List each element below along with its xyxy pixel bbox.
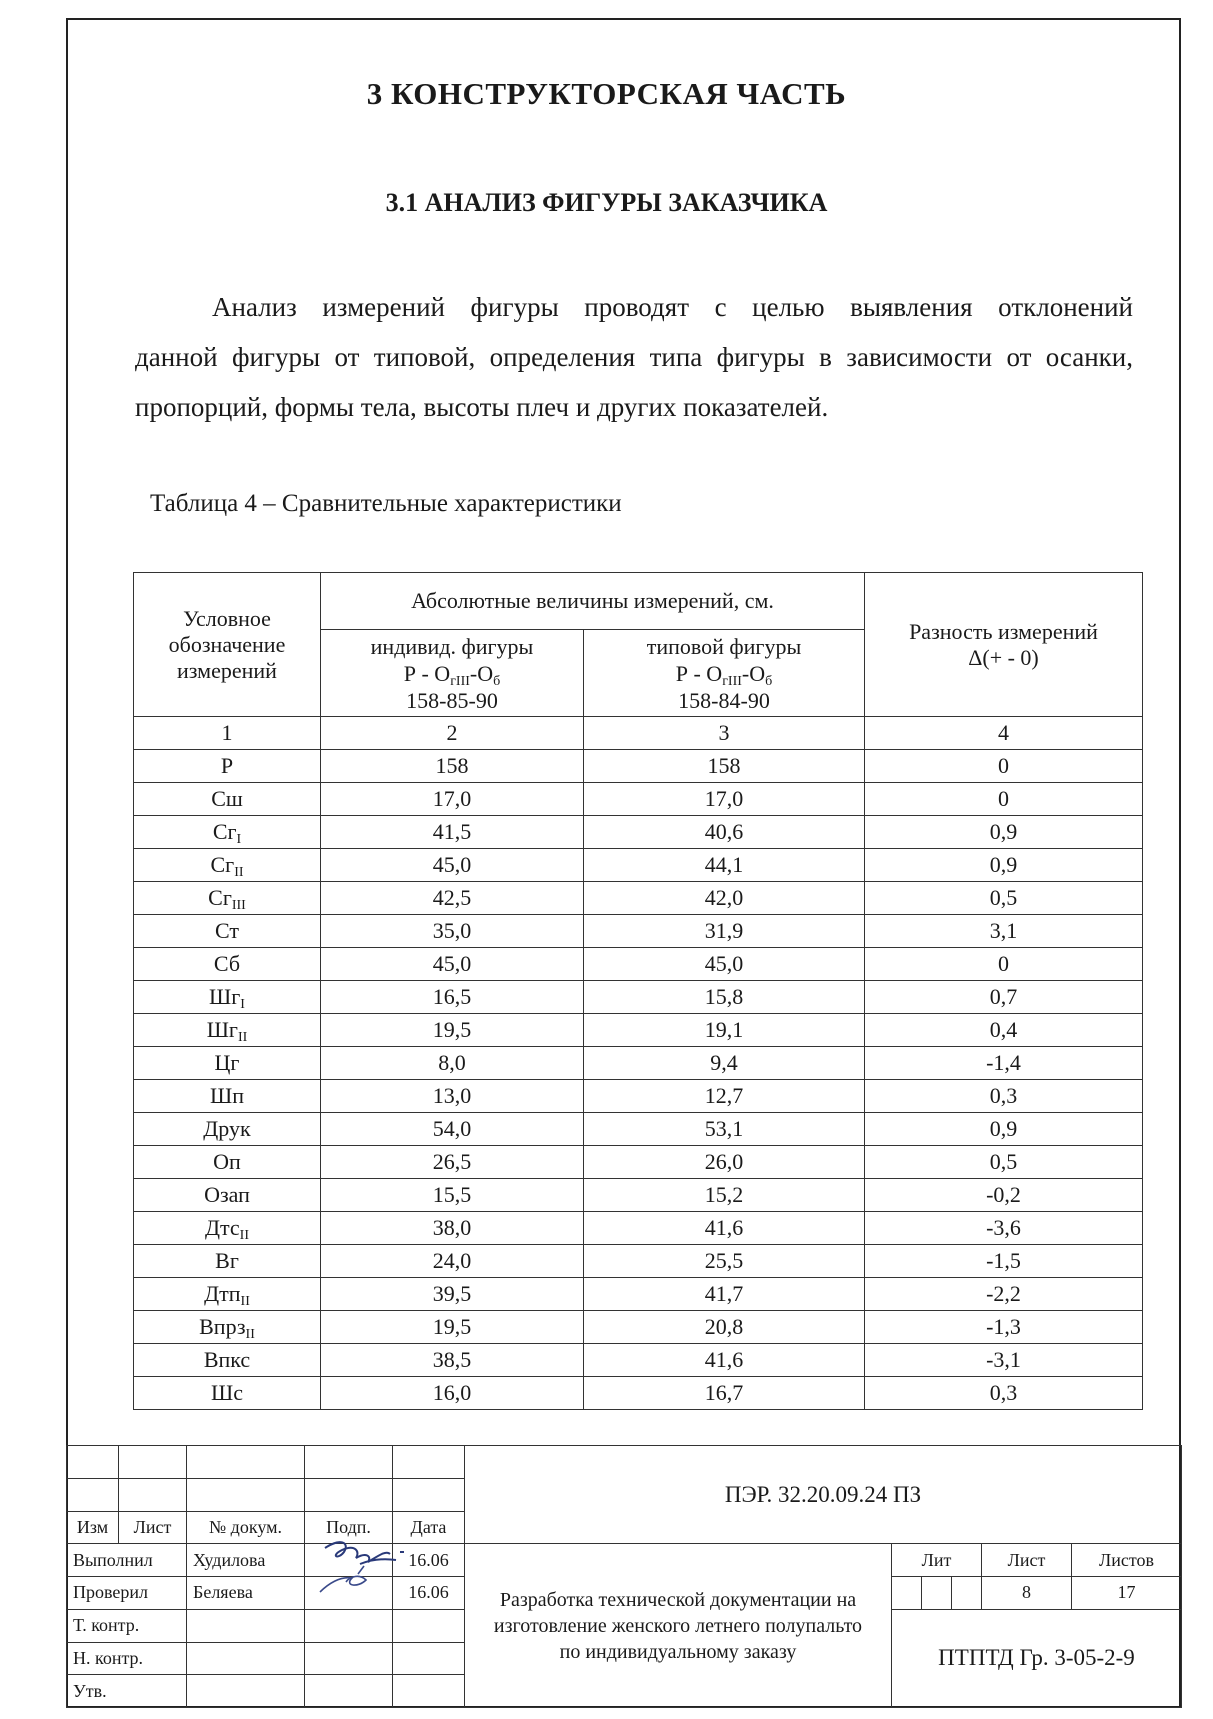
measurement-name: Шс — [134, 1377, 321, 1410]
table-row — [134, 1014, 1143, 1047]
measurement-name: $Сг_I$ — [134, 816, 321, 849]
measurement-name: Сб — [134, 948, 321, 981]
value-typ: 44,1 — [584, 849, 865, 882]
value-ind: 41,5 — [321, 816, 584, 849]
table-row — [134, 1047, 1143, 1080]
value-ind: 158 — [321, 750, 584, 783]
measurement-name: $Шг_I$ — [134, 981, 321, 1014]
value-diff: 0,3 — [865, 1377, 1143, 1410]
measurement-name: $Сг_{II}$ — [134, 849, 321, 882]
date-checked: 16.06 — [393, 1577, 465, 1610]
col-izm-label: Изм — [67, 1511, 119, 1544]
value-ind: 16,5 — [321, 981, 584, 1014]
table-row — [134, 981, 1143, 1014]
value-diff: 0 — [865, 750, 1143, 783]
checker-signature — [305, 1577, 393, 1610]
value-diff: 0,3 — [865, 1080, 1143, 1113]
measurement-name: Шп — [134, 1080, 321, 1113]
table-row — [134, 1113, 1143, 1146]
value-diff: 3,1 — [865, 915, 1143, 948]
table-row — [134, 750, 1143, 783]
measurement-name: Вг — [134, 1245, 321, 1278]
value-ind: 45,0 — [321, 849, 584, 882]
numbering-row — [134, 717, 1143, 750]
measurement-name: Ст — [134, 915, 321, 948]
table-row — [134, 915, 1143, 948]
value-diff: 0,9 — [865, 849, 1143, 882]
table-caption: Таблица 4 – Сравнительные характеристики — [150, 490, 622, 517]
value-typ: 16,7 — [584, 1377, 865, 1410]
value-diff: 0,9 — [865, 1113, 1143, 1146]
col2-header-formula: Р - $О_{гIII}-О_б$ — [403, 660, 501, 689]
table-row — [134, 1212, 1143, 1245]
value-diff: -1,3 — [865, 1311, 1143, 1344]
col4-header-line1: Разность измерений — [909, 618, 1098, 644]
role-performed: Выполнил — [67, 1544, 187, 1577]
measurement-name: Дтс$_{II}$ — [134, 1212, 321, 1245]
value-typ: 26,0 — [584, 1146, 865, 1179]
role-tcontrol: Т. контр. — [67, 1609, 187, 1642]
value-diff: -2,2 — [865, 1278, 1143, 1311]
measurement-name: Оп — [134, 1146, 321, 1179]
role-ncontrol: Н. контр. — [67, 1642, 187, 1675]
table-row — [134, 783, 1143, 816]
value-ind: 39,5 — [321, 1278, 584, 1311]
value-ind: 54,0 — [321, 1113, 584, 1146]
value-diff: -3,6 — [865, 1212, 1143, 1245]
measurement-name: Впрз$_{II}$ — [134, 1311, 321, 1344]
measurement-name: Дтп$_{II}$ — [134, 1278, 321, 1311]
number-cell: 2 — [321, 717, 584, 750]
value-diff: 0,7 — [865, 981, 1143, 1014]
paragraph-rest: данной фигуры от типовой, определения типа фигуры в зависимости от осанки, пропорций, формы тела, высоты плеч и других показателей. — [135, 342, 1133, 422]
value-ind: 45,0 — [321, 948, 584, 981]
sheets-count: 17 — [1072, 1577, 1182, 1610]
number-cell: 1 — [134, 717, 321, 750]
number-cell: 3 — [584, 717, 865, 750]
value-diff: 0,5 — [865, 882, 1143, 915]
value-ind: 19,5 — [321, 1311, 584, 1344]
value-ind: 17,0 — [321, 783, 584, 816]
table-row — [134, 816, 1143, 849]
performer-name: Худилова — [187, 1544, 305, 1577]
performer-signature — [305, 1544, 393, 1577]
group-header: Абсолютные величины измерений, см. — [321, 573, 865, 630]
value-typ: 45,0 — [584, 948, 865, 981]
value-typ: 12,7 — [584, 1080, 865, 1113]
value-typ: 53,1 — [584, 1113, 865, 1146]
value-ind: 35,0 — [321, 915, 584, 948]
role-checked: Проверил — [67, 1577, 187, 1610]
col2-header-line1: индивид. фигуры — [370, 633, 534, 659]
col2-header-line3: 158-85-90 — [406, 687, 498, 713]
col3-header-line1: типовой фигуры — [646, 633, 802, 659]
lit-label: Лит — [892, 1544, 982, 1577]
table-row — [134, 849, 1143, 882]
table-row — [134, 1311, 1143, 1344]
value-diff: 0,4 — [865, 1014, 1143, 1047]
value-typ: 41,7 — [584, 1278, 865, 1311]
value-diff: 0 — [865, 783, 1143, 816]
value-typ: 41,6 — [584, 1212, 865, 1245]
value-diff: 0,9 — [865, 816, 1143, 849]
value-typ: 158 — [584, 750, 865, 783]
subsection-heading: 3.1 АНАЛИЗ ФИГУРЫ ЗАКАЗЧИКА — [385, 188, 828, 217]
sheet-number: 8 — [982, 1577, 1072, 1610]
lit-cell — [952, 1577, 982, 1610]
table-row — [134, 1179, 1143, 1212]
lit-cell — [922, 1577, 952, 1610]
value-typ: 40,6 — [584, 816, 865, 849]
measurement-name: $Шг_{II}$ — [134, 1014, 321, 1047]
value-typ: 31,9 — [584, 915, 865, 948]
measurement-name: Цг — [134, 1047, 321, 1080]
value-typ: 42,0 — [584, 882, 865, 915]
title-block — [66, 1445, 1182, 1708]
col-list-label: Лист — [119, 1511, 187, 1544]
table-row — [134, 1278, 1143, 1311]
table-row — [134, 1245, 1143, 1278]
value-ind: 16,0 — [321, 1377, 584, 1410]
value-ind: 19,5 — [321, 1014, 584, 1047]
value-ind: 42,5 — [321, 882, 584, 915]
value-ind: 26,5 — [321, 1146, 584, 1179]
value-ind: 24,0 — [321, 1245, 584, 1278]
value-typ: 19,1 — [584, 1014, 865, 1047]
value-typ: 25,5 — [584, 1245, 865, 1278]
value-diff: -0,2 — [865, 1179, 1143, 1212]
measurement-name: $Сг_{III}$ — [134, 882, 321, 915]
measurement-name: Озап — [134, 1179, 321, 1212]
col-date-label: Дата — [393, 1511, 465, 1544]
date-performed: 16.06 — [393, 1544, 465, 1577]
document-code: ПЭР. 32.20.09.24 ПЗ — [465, 1446, 1182, 1544]
document-title: Разработка технической документации на изготовление женского летнего полупальто по индивидуальному заказу — [465, 1544, 892, 1708]
col-doc-label: № докум. — [187, 1511, 305, 1544]
value-ind: 15,5 — [321, 1179, 584, 1212]
value-diff: -3,1 — [865, 1344, 1143, 1377]
col4-header-line2: Δ(+ - 0) — [968, 644, 1039, 670]
col-signature-label: Подп. — [305, 1511, 393, 1544]
sheets-label: Листов — [1072, 1544, 1182, 1577]
number-cell: 4 — [865, 717, 1143, 750]
table-row — [134, 1080, 1143, 1113]
table-row — [134, 1344, 1143, 1377]
measurement-name: Впкс — [134, 1344, 321, 1377]
table-row — [134, 1377, 1143, 1410]
organization: ПТПТД Гр. 3-05-2-9 — [892, 1609, 1182, 1707]
measurement-name: Друк — [134, 1113, 321, 1146]
value-ind: 8,0 — [321, 1047, 584, 1080]
value-typ: 20,8 — [584, 1311, 865, 1344]
value-typ: 15,8 — [584, 981, 865, 1014]
table-row — [134, 1146, 1143, 1179]
value-ind: 13,0 — [321, 1080, 584, 1113]
value-typ: 15,2 — [584, 1179, 865, 1212]
value-ind: 38,0 — [321, 1212, 584, 1245]
comparison-table — [133, 572, 1143, 1410]
value-diff: -1,5 — [865, 1245, 1143, 1278]
col1-header: Условное обозначение измерений — [134, 573, 321, 717]
lit-cell — [892, 1577, 922, 1610]
value-ind: 38,5 — [321, 1344, 584, 1377]
table-row — [134, 948, 1143, 981]
value-diff: -1,4 — [865, 1047, 1143, 1080]
col3-header-line3: 158-84-90 — [678, 687, 770, 713]
value-diff: 0,5 — [865, 1146, 1143, 1179]
sheet-label: Лист — [982, 1544, 1072, 1577]
col3-header-formula: Р - $О_{гIII}-О_б$ — [675, 660, 773, 689]
checker-name: Беляева — [187, 1577, 305, 1610]
role-approved: Утв. — [67, 1675, 187, 1708]
col4-header — [865, 573, 1143, 717]
value-typ: 41,6 — [584, 1344, 865, 1377]
value-typ: 9,4 — [584, 1047, 865, 1080]
col2-header — [321, 630, 584, 717]
col3-header — [584, 630, 865, 717]
section-heading: 3 КОНСТРУКТОРСКАЯ ЧАСТЬ — [366, 76, 847, 111]
table-row — [134, 882, 1143, 915]
intro-paragraph — [135, 282, 1133, 432]
measurement-name: Сш — [134, 783, 321, 816]
value-typ: 17,0 — [584, 783, 865, 816]
measurement-name: Р — [134, 750, 321, 783]
value-diff: 0 — [865, 948, 1143, 981]
paragraph-first-line: Анализ измерений фигуры проводят с целью выявления отклонений — [212, 292, 1133, 322]
